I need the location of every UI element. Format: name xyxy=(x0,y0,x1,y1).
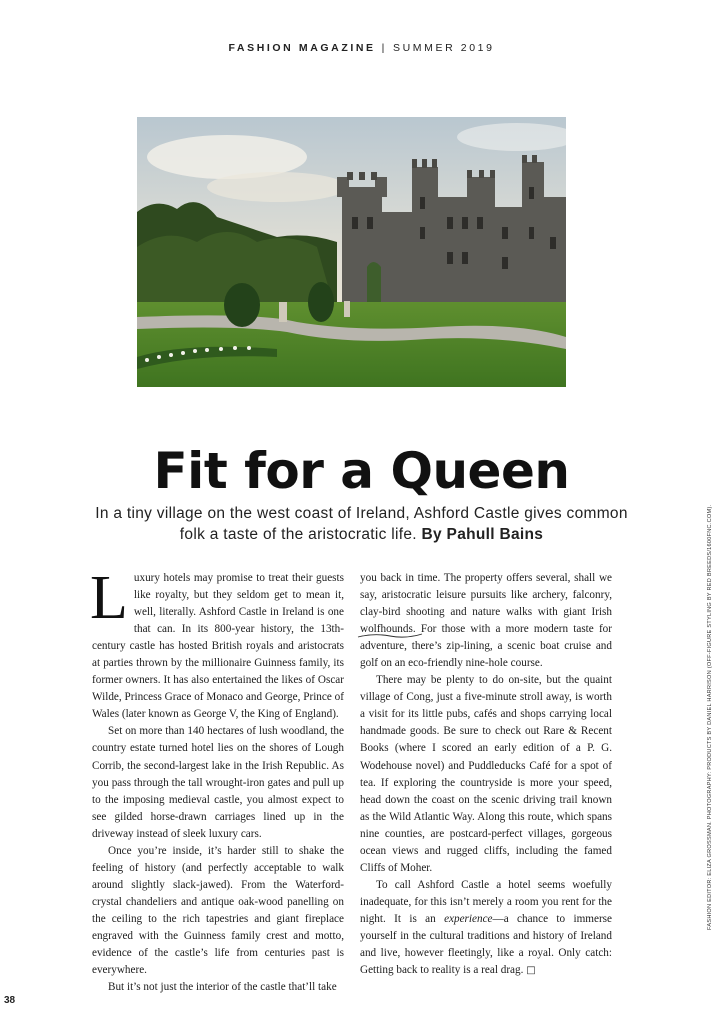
body-paragraph: Set on more than 140 hectares of lush woodland, the country estate turned hotel lies on the shores of Lough Corrib, the second-largest lake in the Irish Republic. As you pass through the tall wrought-iron gates and pull up to the imposing medieval castle, you almost expect to see gilded horse-drawn carriages lined up in the driveway instead of sleek luxury cars. xyxy=(92,725,344,840)
byline: By Pahull Bains xyxy=(421,526,544,543)
body-paragraph: There may be plenty to do on-site, but the quaint village of Cong, just a five-minute stroll away, is worth a visit for its little pubs, cafés and shops carrying local handmade goods. Be sure to check out Rare & Recent Books (where I scored an early edition of a P. G. Wodehouse novel) and Puddleducks Café for a spot of tea. If exploring the countryside is more your speed, head down the coast on the scenic driving trail known as the Wild Atlantic Way. Along this route, which spans nine counties, are postcard-perfect villages, gorgeous ocean views and rugged cliffs, including the famed Cliffs of Moher. xyxy=(360,674,612,874)
credits-text: FASHION EDITOR: ELIZA GROSSMAN. PHOTOGRAPHY: PRODUCTS BY DANIEL HARRISON (OFF-FIGURE STYLING BY RED BREEDS/1600FNC.COM). xyxy=(707,504,713,930)
body-paragraph xyxy=(90,564,344,723)
word-text: wolfhounds xyxy=(360,623,413,636)
magazine-name: FASHION MAGAZINE xyxy=(228,42,376,54)
paragraph-text: you back in time. The property offers several, shall we say, aristocratic leisure pursuits like archery, falconry, clay-bird shooting and nature walks with giant Irish xyxy=(360,572,612,619)
paragraph-text: uxury hotels may promise to treat their guests like royalty, but they seldom get to mean it, well, literally. Ashford Castle in Ireland is one that can. In its 800-year history, the 13th-century castle has hosted British royals and aristocrats at parties thrown by the millionaire Guinness family, its former owners. It has also entertained the likes of Oscar Wilde, Princess Grace of Monaco and George, Prince of Wales (later known as George V, the King of England). xyxy=(92,572,344,721)
paragraph-text: To call Ashford Castle a hotel seems woefully inadequate, for this isn’t merely a room you rent for the night. It is an xyxy=(360,878,612,925)
dek-text: In a tiny village on the west coast of Ireland, Ashford Castle gives common folk a taste of the aristocratic life. xyxy=(95,505,628,543)
emphasis-text: experience xyxy=(444,912,493,925)
body-paragraph xyxy=(360,570,612,672)
header-separator: | xyxy=(381,42,387,54)
article-column-right xyxy=(360,570,612,979)
page-number: 38 xyxy=(4,995,16,1006)
end-mark-icon: □ xyxy=(526,965,536,977)
photo-credits xyxy=(707,504,717,930)
running-header xyxy=(0,42,723,54)
castle-photo xyxy=(137,117,566,387)
article-column-left xyxy=(90,564,344,996)
body-paragraph xyxy=(360,877,612,979)
article-dek xyxy=(90,503,633,545)
body-paragraph: Once you’re inside, it’s harder still to shake the feeling of history (and perfectly acceptable to walk around slightly slack-jawed). From the Waterford-crystal chandeliers and antique oak-wood panelling on the ceiling to the rich tapestries and giant fireplace engraved with the Guinness family crest and motto, evidence of the castle’s life from centuries past is everywhere. xyxy=(92,844,344,977)
article-headline: Fit for a Queen xyxy=(153,442,570,500)
pen-underline-icon xyxy=(356,631,426,641)
body-paragraph: But it’s not just the interior of the castle that’ll take xyxy=(108,981,337,994)
paragraph-text: . For those with a more modern taste for adventure, there’s zip-lining, a scenic boat cruise and golf on an eco-friendly nine-hole course. xyxy=(360,623,612,670)
paragraph-text: —a chance to immerse yourself in the cultural traditions and history of Ireland and live, however fleetingly, like a royal. Only catch: Getting back to reality is a real drag. xyxy=(360,912,612,977)
issue-label: SUMMER 2019 xyxy=(392,42,495,54)
drop-cap: L xyxy=(90,564,128,632)
highlighted-word xyxy=(360,621,413,638)
